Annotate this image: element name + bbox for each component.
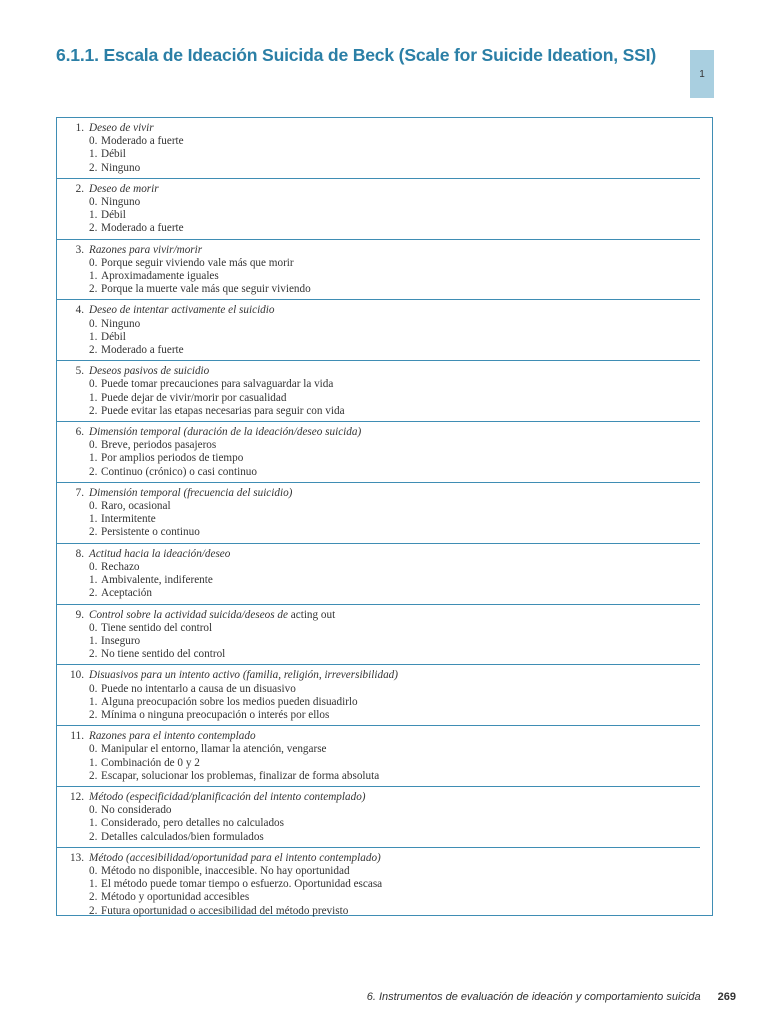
scale-option-text: Escapar, solucionar los problemas, finalizar de forma absoluta — [101, 769, 380, 782]
scale-option-text: Puede no intentarlo a causa de un disuasivo — [101, 682, 296, 695]
scale-option — [57, 635, 700, 648]
scale-option-text: Moderado a fuerte — [101, 135, 184, 148]
scale-option — [57, 344, 700, 357]
scale-option — [57, 513, 700, 526]
scale-item-label — [89, 244, 202, 257]
scale-option-text: Puede dejar de vivir/morir por casualidad — [101, 391, 287, 404]
scale-item-number: 10. — [70, 669, 84, 682]
scale-option-score: 2. — [89, 769, 98, 782]
scale-item-number: 1. — [75, 122, 84, 134]
scale-item-header — [57, 365, 700, 378]
scale-option-score: 2. — [89, 404, 98, 417]
scale-item-label-text: Deseos pasivos de suicidio — [89, 365, 210, 378]
scale-item — [57, 848, 700, 921]
scale-item — [57, 544, 700, 605]
scale-item — [57, 300, 700, 361]
scale-option-score: 0. — [89, 500, 98, 513]
scale-option-score: 1. — [89, 209, 98, 222]
scale-option — [57, 331, 700, 344]
scale-option-score: 2. — [89, 587, 98, 600]
scale-option — [57, 222, 700, 235]
scale-item — [57, 605, 700, 666]
scale-option — [57, 683, 700, 696]
scale-option — [57, 743, 700, 756]
scale-option-text: Ambivalente, indiferente — [101, 574, 213, 587]
scale-item — [57, 179, 700, 240]
scale-option-score: 0. — [89, 560, 98, 573]
section-tab — [690, 50, 714, 98]
scale-item-label — [89, 183, 159, 196]
scale-option — [57, 757, 700, 770]
scale-item — [57, 483, 700, 544]
scale-option — [57, 135, 700, 148]
scale-item-label-text: Dimensión temporal (frecuencia del suicidio) — [89, 486, 293, 499]
scale-option-text: Continuo (crónico) o casi continuo — [101, 465, 257, 478]
scale-option-text: Moderado a fuerte — [101, 344, 184, 357]
scale-option-score: 2. — [89, 830, 98, 843]
scale-option-score: 1. — [89, 391, 98, 404]
scale-item-header — [57, 852, 700, 865]
scale-option — [57, 770, 700, 783]
scale-option-score: 0. — [89, 256, 98, 269]
scale-option-text: No considerado — [101, 804, 172, 817]
scale-item-label-text: Método (especificidad/planificación del intento contemplado) — [89, 790, 366, 803]
scale-option-score: 0. — [89, 439, 98, 452]
scale-item-header — [57, 487, 700, 500]
scale-option-score: 2. — [89, 222, 98, 235]
scale-option-text: Inseguro — [101, 634, 141, 647]
scale-option-text: Ninguno — [101, 317, 141, 330]
scale-item-number: 5. — [75, 365, 84, 378]
scale-option-text: Intermitente — [101, 513, 156, 526]
scale-item-label-text: Deseo de intentar activamente el suicidio — [89, 304, 275, 317]
scale-item-label — [89, 791, 366, 804]
scale-option-score: 0. — [89, 864, 98, 877]
scale-option — [57, 905, 700, 918]
scale-item-label — [89, 304, 274, 317]
scale-option-score: 0. — [89, 682, 98, 695]
scale-option-score: 1. — [89, 878, 98, 891]
scale-option-text: Método y oportunidad accesibles — [101, 891, 250, 904]
scale-item-header — [57, 730, 700, 743]
scale-item-header — [57, 304, 700, 317]
scale-option-text: Método no disponible, inaccesible. No hay oportunidad — [101, 864, 350, 877]
scale-option-score: 0. — [89, 804, 98, 817]
scale-option-score: 1. — [89, 634, 98, 647]
scale-option-text: Puede evitar las etapas necesarias para seguir con vida — [101, 404, 345, 417]
scale-option-score: 0. — [89, 621, 98, 634]
scale-item-header — [57, 244, 700, 257]
scale-item — [57, 240, 700, 301]
scale-option-score: 0. — [89, 196, 98, 209]
page-footer — [0, 991, 736, 1003]
scale-item-label-text: Método (accesibilidad/oportunidad para el intento contemplado) — [89, 851, 381, 864]
scale-item-label-text: Razones para el intento contemplado — [89, 730, 256, 743]
scale-option-text: Débil — [101, 148, 126, 161]
scale-items-box — [56, 117, 713, 916]
scale-item-label-text: Control sobre la actividad suicida/deseos de — [89, 608, 288, 621]
scale-option-text: Porque seguir viviendo vale más que morir — [101, 256, 294, 269]
footer-chapter: 6. Instrumentos de evaluación de ideación y comportamiento suicida — [366, 991, 701, 1003]
scale-option-score: 1. — [89, 330, 98, 343]
scale-item — [57, 118, 700, 179]
scale-item-number: 8. — [75, 547, 84, 560]
scale-option-score: 1. — [89, 756, 98, 769]
scale-option-score: 1. — [89, 270, 98, 283]
scale-item-label — [89, 669, 398, 682]
scale-item-number: 6. — [75, 426, 84, 439]
scale-option — [57, 270, 700, 283]
scale-item-label-text: Deseo de vivir — [89, 122, 154, 134]
scale-option — [57, 283, 700, 296]
scale-option — [57, 405, 700, 418]
scale-option-text: Aproximadamente iguales — [101, 270, 219, 283]
scale-option — [57, 257, 700, 270]
scale-option-score: 1. — [89, 695, 98, 708]
scale-option-score: 2. — [89, 161, 98, 174]
scale-item-number: 11. — [70, 730, 84, 743]
scale-item-label-text: Dimensión temporal (duración de la ideación/deseo suicida) — [89, 426, 362, 439]
scale-item-label — [89, 426, 361, 439]
scale-option — [57, 466, 700, 479]
scale-option-score: 0. — [89, 135, 98, 148]
scale-option-text: Por amplios periodos de tiempo — [101, 452, 244, 465]
scale-option — [57, 452, 700, 465]
scale-option — [57, 648, 700, 661]
scale-option — [57, 878, 700, 891]
scale-item — [57, 422, 700, 483]
scale-item-label-text: Razones para vivir/morir — [89, 243, 203, 256]
section-tab-number: 1 — [699, 68, 705, 80]
scale-item — [57, 726, 700, 787]
scale-option — [57, 162, 700, 175]
scale-option — [57, 891, 700, 904]
scale-item — [57, 665, 700, 726]
scale-item-label-text: Disuasivos para un intento activo (familia, religión, irreversibilidad) — [89, 669, 398, 682]
scale-item-number: 2. — [75, 182, 84, 195]
scale-option — [57, 526, 700, 539]
scale-option — [57, 574, 700, 587]
scale-option — [57, 439, 700, 452]
scale-item-header — [57, 122, 700, 135]
scale-option-score: 1. — [89, 513, 98, 526]
scale-item-header — [57, 548, 700, 561]
scale-option — [57, 831, 700, 844]
scale-item-label — [89, 487, 292, 500]
scale-option-text: El método puede tomar tiempo o esfuerzo. Oportunidad escasa — [101, 878, 383, 891]
scale-option-text: Futura oportunidad o accesibilidad del método previsto — [101, 904, 349, 917]
page-number: 269 — [717, 991, 736, 1003]
scale-item-label — [89, 730, 256, 743]
scale-option-score: 1. — [89, 452, 98, 465]
scale-option-text: Débil — [101, 330, 126, 343]
scale-item — [57, 361, 700, 422]
scale-option-text: Ninguno — [101, 196, 141, 209]
scale-item-number: 9. — [75, 608, 84, 621]
scale-option-score: 1. — [89, 574, 98, 587]
scale-item-label — [89, 548, 230, 561]
scale-option-text: Débil — [101, 209, 126, 222]
scale-option — [57, 318, 700, 331]
scale-item-label — [89, 365, 209, 378]
scale-option-score: 2. — [89, 283, 98, 296]
scale-option-text: Persistente o continuo — [101, 526, 200, 539]
scale-item-number: 12. — [70, 790, 84, 803]
scale-items-list — [57, 118, 700, 921]
scale-item-number: 7. — [75, 486, 84, 499]
scale-option-text: Porque la muerte vale más que seguir viviendo — [101, 283, 311, 296]
scale-option — [57, 804, 700, 817]
scale-item-number: 4. — [75, 304, 84, 317]
scale-option — [57, 392, 700, 405]
scale-option — [57, 817, 700, 830]
scale-option — [57, 209, 700, 222]
scale-option-text: No tiene sentido del control — [101, 648, 226, 661]
scale-option-score: 0. — [89, 743, 98, 756]
scale-item-number: 3. — [75, 243, 84, 256]
scale-option-text: Combinación de 0 y 2 — [101, 756, 200, 769]
scale-option-score: 1. — [89, 148, 98, 161]
scale-option — [57, 587, 700, 600]
scale-item-header — [57, 183, 700, 196]
scale-option-text: Detalles calculados/bien formulados — [101, 830, 264, 843]
scale-item-label-text: Deseo de morir — [89, 182, 159, 195]
scale-option-score: 0. — [89, 378, 98, 391]
scale-option — [57, 378, 700, 391]
scale-option-text: Aceptación — [101, 587, 152, 600]
scale-option-score: 2. — [89, 526, 98, 539]
scale-item-label — [89, 122, 154, 135]
scale-option-score: 2. — [89, 648, 98, 661]
scale-option — [57, 500, 700, 513]
scale-option-text: Tiene sentido del control — [101, 621, 213, 634]
scale-option-text: Breve, periodos pasajeros — [101, 439, 217, 452]
scale-item-header — [57, 791, 700, 804]
scale-option — [57, 709, 700, 722]
scale-option-score: 2. — [89, 708, 98, 721]
scale-option-text: Alguna preocupación sobre los medios pueden disuadirlo — [101, 695, 358, 708]
scale-option — [57, 622, 700, 635]
scale-item-label — [89, 609, 335, 622]
scale-option-score: 2. — [89, 465, 98, 478]
scale-option-text: Mínima o ninguna preocupación o interés por ellos — [101, 708, 330, 721]
scale-item-label-text: Actitud hacia la ideación/deseo — [89, 547, 231, 560]
scale-option-score: 2. — [89, 904, 98, 917]
scale-option-score: 1. — [89, 817, 98, 830]
scale-option — [57, 561, 700, 574]
scale-option-text: Rechazo — [101, 560, 140, 573]
scale-item-header — [57, 426, 700, 439]
scale-option-text: Ninguno — [101, 161, 141, 174]
scale-option-text: Puede tomar precauciones para salvaguardar la vida — [101, 378, 334, 391]
scale-option-score: 2. — [89, 891, 98, 904]
scale-item-header — [57, 669, 700, 682]
scale-option-text: Raro, ocasional — [101, 500, 171, 513]
scale-item — [57, 787, 700, 848]
scale-item-number: 13. — [70, 851, 84, 864]
scale-item-header — [57, 609, 700, 622]
scale-item-label-suffix: acting out — [287, 608, 336, 621]
scale-option-text: Moderado a fuerte — [101, 222, 184, 235]
scale-option-text: Manipular el entorno, llamar la atención, vengarse — [101, 743, 327, 756]
page-title: 6.1.1. Escala de Ideación Suicida de Beck (Scale for Suicide Ideation, SSI) — [56, 45, 657, 65]
scale-option — [57, 865, 700, 878]
scale-item-label — [89, 852, 381, 865]
scale-option — [57, 196, 700, 209]
scale-option-text: Considerado, pero detalles no calculados — [101, 817, 284, 830]
scale-option-score: 2. — [89, 344, 98, 357]
scale-option-score: 0. — [89, 317, 98, 330]
scale-option — [57, 148, 700, 161]
scale-option — [57, 696, 700, 709]
